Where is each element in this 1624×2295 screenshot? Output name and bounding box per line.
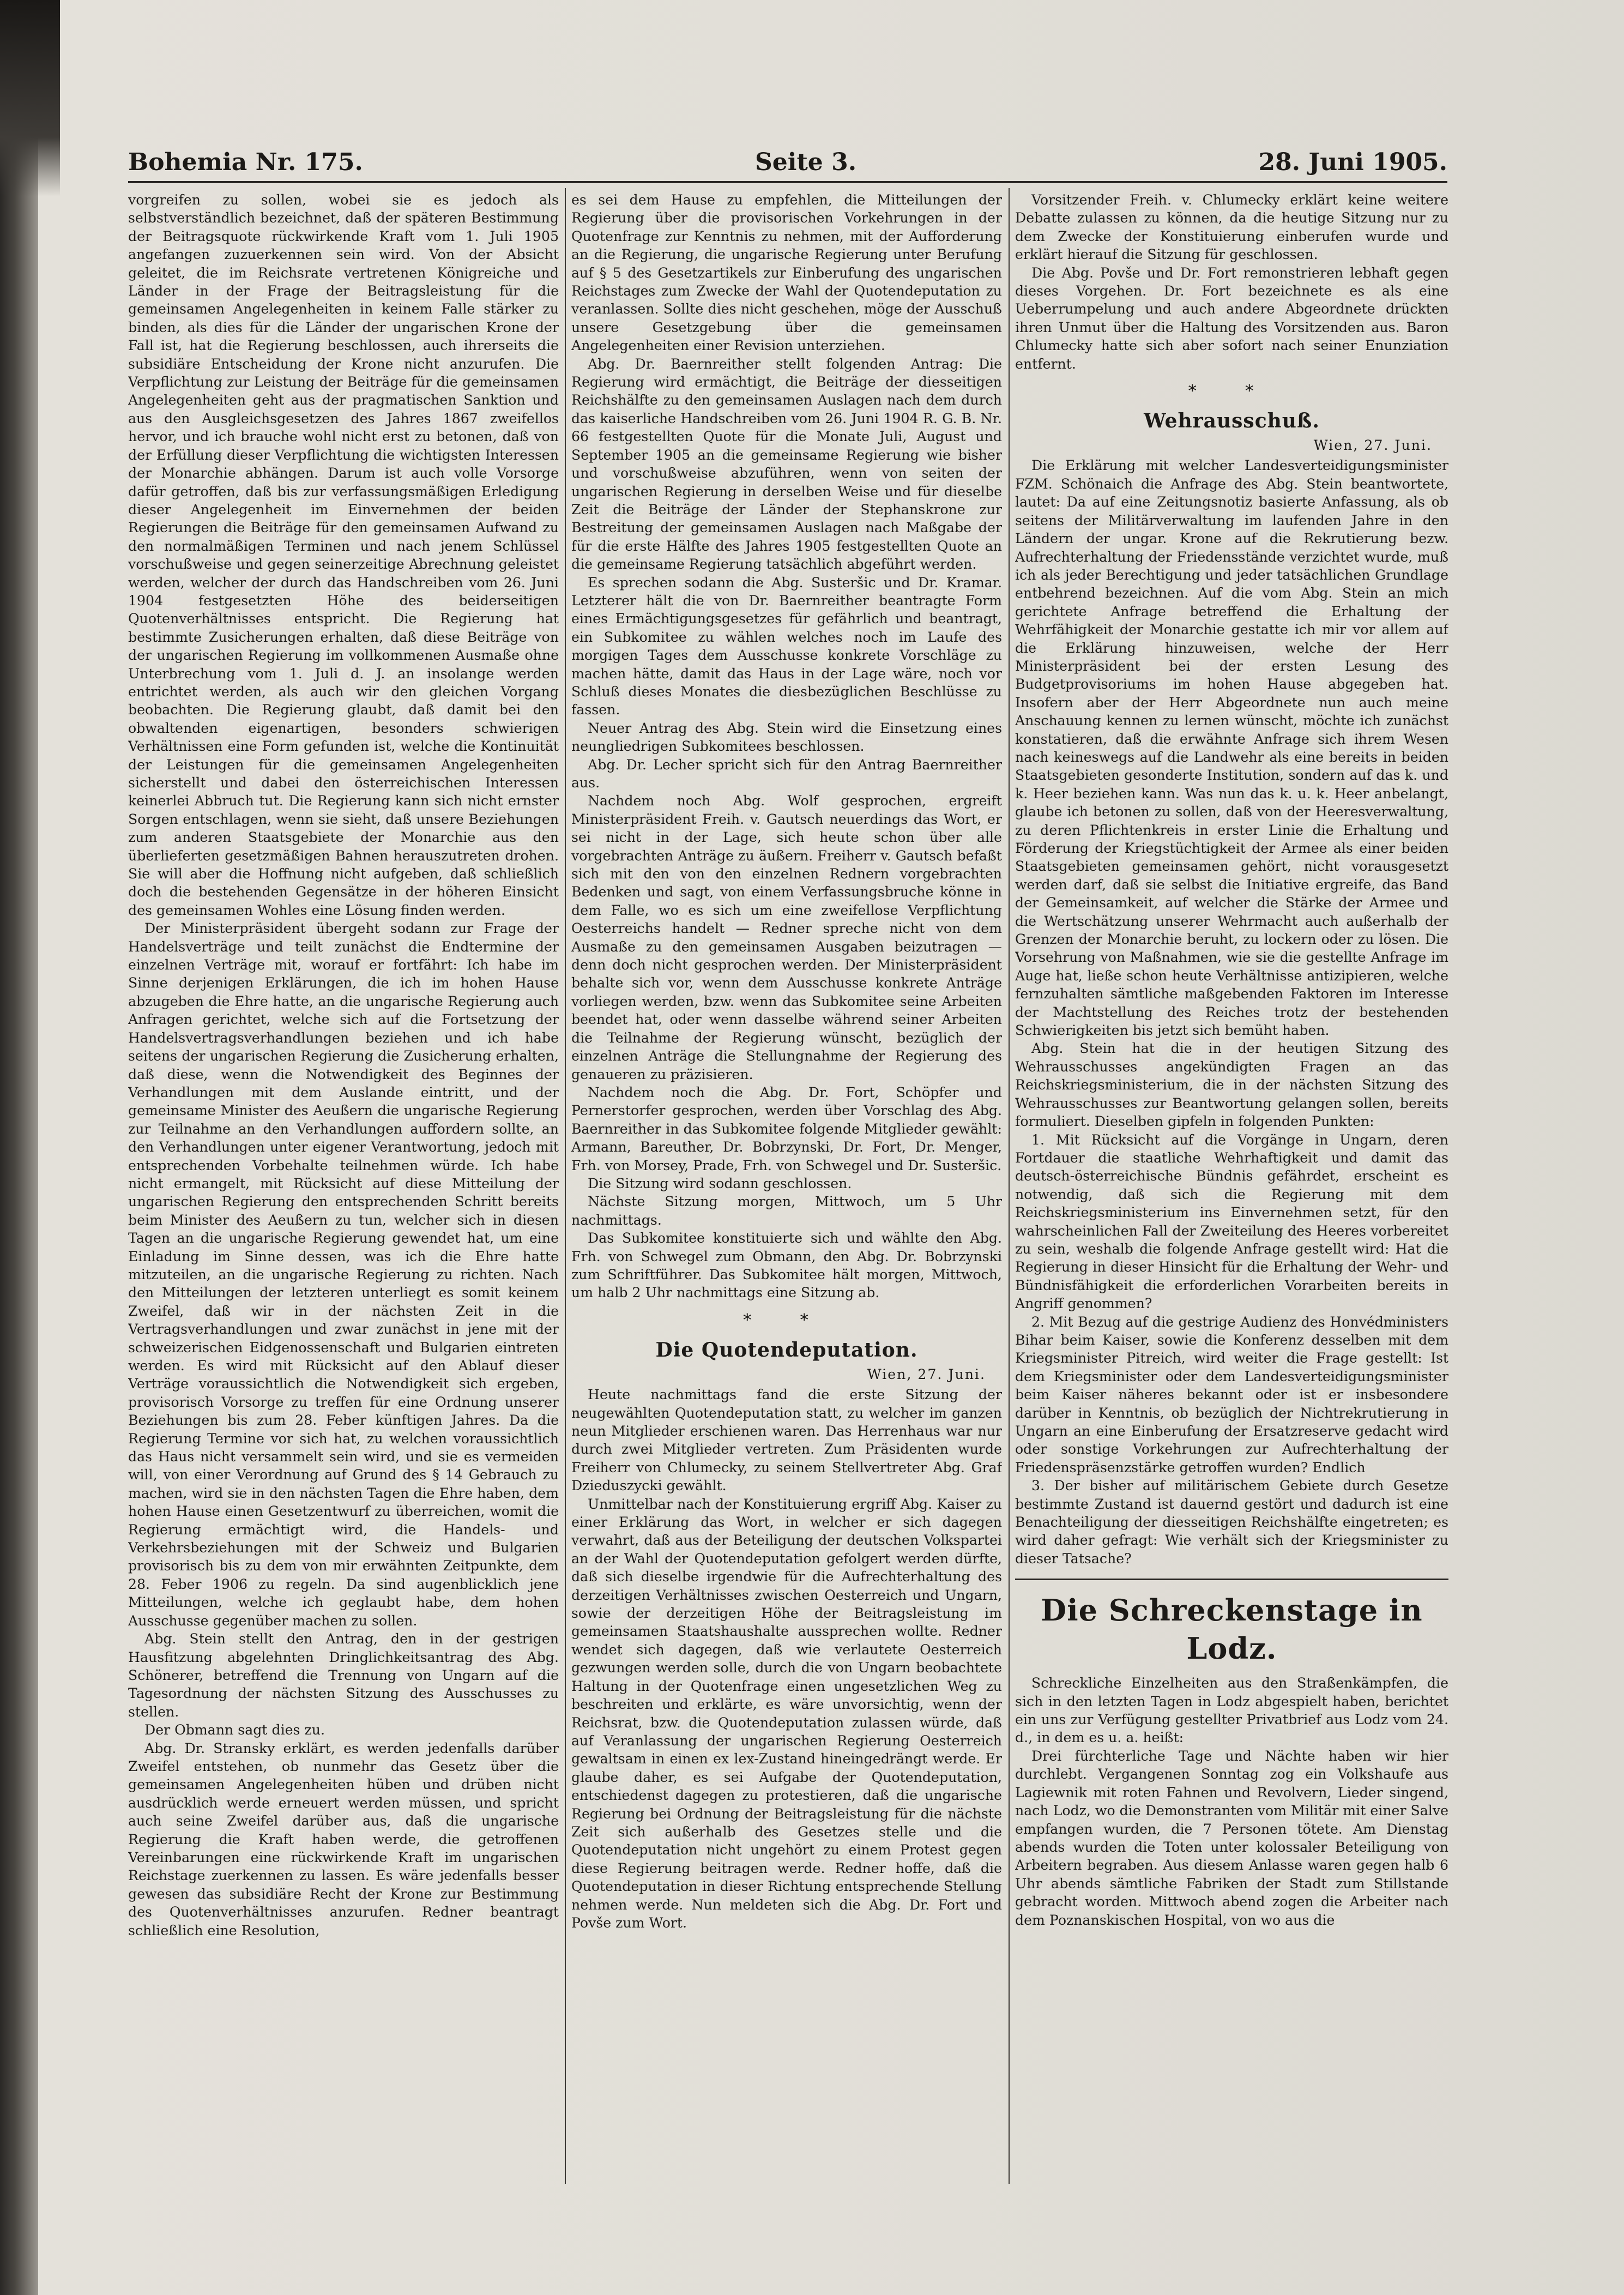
article-paragraph: Die Abg. Povše und Dr. Fort remonstrieren lebhaft gegen dieses Vorgehen. Dr. Fort bezeichnete es als eine Ueberrumpelung und auch andere Abgeordnete drückten ihren Unmut über die Haltung des Vorsitzenden aus. Baron Chlumecky hatte sich aber sofort nach seiner Enunziation entfernt. [1015, 264, 1448, 372]
column-1 [128, 191, 559, 2186]
article-paragraph: Nächste Sitzung morgen, Mittwoch, um 5 Uhr nachmittags. [571, 1194, 1002, 1228]
article-paragraph: Es sprechen sodann die Abg. Susteršic und Dr. Kramar. Letzterer hält die von Dr. Baernreither beantragte Form eines Ermächtigungsgesetzes für gefährlich und beantragt, ein Subkomitee zu wählen welches noch im Laufe des morgigen Tages dem Ausschusse konkrete Vorschläge zu machen hätte, damit das Haus in der Lage wäre, noch vor Schluß dieses Monates die diesbezüglichen Beschlüsse zu fassen. [571, 574, 1002, 718]
article-paragraph: Der Obmann sagt dies zu. [144, 1722, 325, 1738]
article-paragraph: Schreckliche Einzelheiten aus den Straßenkämpfen, die sich in den letzten Tagen in Lodz abgespielt haben, berichtet ein uns zur Verfügung gestellter Privatbrief aus Lodz vom 24. d., in dem es u. a. heißt: [1015, 1675, 1448, 1746]
article-paragraph: Abg. Stein hat die in der heutigen Sitzung des Wehrausschusses angekündigten Fragen an das Reichskriegsministerium, die in der nächsten Sitzung des Wehrausschusses zur Beantwortung gelangen sollen, bereits formuliert. Dieselben gipfeln in folgenden Punkten: [1015, 1040, 1448, 1130]
article-paragraph: es sei dem Hause zu empfehlen, die Mitteilungen der Regierung über die provisorischen Vorkehrungen in der Quotenfrage zur Kenntnis zu nehmen, mit der Aufforderung an die Regierung, die ungarische Regierung unter Berufung auf § 5 des Gesetzartikels zur Einberufung des ungarischen Reichstages zum Zwecke der Wahl der Quotendeputation zu veranlassen. Sollte dies nicht geschehen, möge der Ausschuß unsere Gesetzgebung über die gemeinsamen Angelegenheiten einer Revision unterziehen. [571, 192, 1002, 354]
section-rule [1015, 1579, 1448, 1580]
column-separator [565, 188, 566, 2184]
section-title-lodz: Die Schreckenstage in Lodz. [1041, 1593, 1423, 1666]
binding-spine [0, 0, 38, 2295]
article-paragraph: Das Subkomitee konstituierte sich und wählte den Abg. Frh. von Schwegel zum Obmann, den Abg. Dr. Bobrzynski zum Schriftführer. Das Subkomitee hält morgen, Mittwoch, um halb 2 Uhr nachmittags eine Sitzung ab. [571, 1230, 1002, 1301]
article-paragraph: Unmittelbar nach der Konstituierung ergriff Abg. Kaiser zu einer Erklärung das Wort, in welcher er sich dagegen verwahrt, daß aus der Beteiligung der deutschen Volkspartei an der Wahl der Quotendeputation gefolgert werden dürfte, daß sich dieselbe irgendwie für die Aufrechterhaltung des derzeitigen Verhältnisses zwischen Oesterreich und Ungarn, sowie der derzeitigen Höhe der Beitragsleistung im gemeinsamen Staatshaushalte aussprechen wollte. Redner wendet sich dagegen, daß wie verlautete Oesterreich gezwungen werden solle, durch die von Ungarn beobachtete Haltung in der Quotenfrage einen ungesetzlichen Weg zu beschreiten und erklärte, es wäre unvorsichtig, wenn der Reichsrat, bzw. die Quotendeputation zulassen würde, daß auf Veranlassung der ungarischen Regierung Oesterreich gewaltsam in einen ex lex-Zustand hineingedrängt werde. Er glaube daher, es sei Aufgabe der Quotendeputation, entschiedenst dagegen zu protestieren, daß die ungarische Regierung bei Ordnung der Beitragsleistung für die nächste Zeit sich außerhalb des Gesetzes stelle und die Quotendeputation nicht ungehört zu einem Protest gegen diese Regierung beitragen werde. Redner hoffe, daß die Quotendeputation in dieser Richtung entsprechende Stellung nehmen werde. Nun meldeten sich die Abg. Dr. Fort und Povše zum Wort. [571, 1496, 1002, 1931]
article-paragraph: Neuer Antrag des Abg. Stein wird die Einsetzung eines neungliedrigen Subkomitees beschlossen. [571, 720, 1002, 755]
article-paragraph: Abg. Dr. Stransky erklärt, es werden jedenfalls darüber Zweifel entstehen, ob nunmehr das Gesetz über die gemeinsamen Angelegenheiten hüben und drüben nicht ausdrücklich werde erneuert werden müssen, und spricht auch seine Zweifel darüber aus, daß die ungarische Regierung die Kraft haben werde, die getroffenen Vereinbarungen eine rückwirkende Kraft im ungarischen Reichstage zuerkennen zu lassen. Es wäre jedenfalls besser gewesen das subsidiäre Recht der Krone zur Bestimmung des Quotenverhältnisses anzurufen. Redner beantragt schließlich eine Resolution, [128, 1740, 559, 1938]
article-paragraph: vorgreifen zu sollen, wobei sie es jedoch als selbstverständlich bezeichnet, daß der späteren Bestimmung der Beitragsquote rückwirkende Kraft vom 1. Juli 1905 angefangen zuzuerkennen sein wird. Von der Absicht geleitet, die im Reichsrate vertretenen Königreiche und Länder in der Frage der Beitragsleistung für die gemeinsamen Angelegenheiten in keinem Falle stärker zu binden, als dies für die Länder der ungarischen Krone der Fall ist, hat die Regierung beschlossen, auch ihrerseits die subsidiäre Entscheidung der Krone nicht anzurufen. Die Verpflichtung zur Leistung der Beiträge für die gemeinsamen Angelegenheiten geht aus der pragmatischen Sanktion und aus den Ausgleichsgesetzen des Jahres 1867 zweifellos hervor, und ich brauche wohl nicht erst zu betonen, daß von der Erfüllung dieser Verpflichtung die wichtigsten Interessen der Monarchie abhängen. Darum ist auch volle Vorsorge dafür getroffen, daß bis zur verfassungsmäßigen Erledigung dieser Angelegenheit im Einvernehmen der beiden Regierungen die Beiträge für den gemeinsamen Aufwand zu den normalmäßigen Terminen und nach jenem Schlüssel vorschußweise und gegen seinerzeitige Abrechnung geleistet werden, welcher der durch das Handschreiben vom 26. Juni 1904 festgesetzten Höhe des beiderseitigen Quotenverhältnisses entspricht. Die Regierung hat bestimmte Zusicherungen erhalten, daß diese Beiträge von der ungarischen Regierung im vollkommenen Ausmaße ohne Unterbrechung vom 1. Juli d. J. an insolange werden entrichtet werden, als auch wir den gleichen Vorgang beobachten. Die Regierung glaubt, daß damit bei den obwaltenden eigenartigen, besonders schwierigen Verhältnissen eine Form gefunden ist, welche die Kontinuität der Leistungen für die gemeinsamen Angelegenheiten sicherstellt und dabei den österreichischen Interessen keinerlei Abbruch tut. Die Regierung kann sich nicht ernster Sorgen entschlagen, wenn sie sieht, daß unsere Beziehungen zum anderen Staatsgebiete der Monarchie aus den überlieferten gesetzmäßigen Bahnen herauszutreten drohen. Sie will aber die Hoffnung nicht aufgeben, daß schließlich doch die bestehenden Gegensätze in der höheren Einsicht des gemeinsamen Wohles eine Lösung finden werden. [128, 192, 559, 918]
article-paragraph: Abg. Dr. Baernreither stellt folgenden Antrag: Die Regierung wird ermächtigt, die Beiträge der diesseitigen Reichshälfte zu den gemeinsamen Auslagen nach dem durch das kaiserliche Handschreiben vom 26. Juni 1904 R. G. B. Nr. 66 festgestellten Quote für die Monate Juli, August und September 1905 an die gemeinsame Regierung wie bisher und vorschußweise abzuführen, wenn von seiten der ungarischen Regierung in derselben Weise und für dieselbe Zeit die Beiträge der Länder der Stephanskrone zur Bestreitung der gemeinsamen Auslagen nach Maßgabe der für die erste Hälfte des Jahres 1905 festgestellten Quote an die gemeinsame Regierung tatsächlich abgeführt werden. [571, 356, 1002, 573]
section-title-wehrausschuss: Wehrausschuß. [1144, 409, 1320, 433]
column-3 [1015, 191, 1448, 2186]
article-paragraph: Abg. Dr. Lecher spricht sich für den Antrag Baernreither aus. [571, 756, 1002, 791]
dateline: Wien, 27. Juni. [867, 1366, 986, 1382]
binding-shadow [0, 0, 60, 196]
page-number: Seite 3. [755, 148, 857, 176]
header-rule [128, 181, 1447, 183]
article-paragraph: Nachdem noch Abg. Wolf gesprochen, ergreift Ministerpräsident Freih. v. Gautsch neuerdings das Wort, er sei nicht in der Lage, sich heute schon über alle vorgebrachten Anträge zu äußern. Freiherr v. Gautsch befaßt sich mit den von den einzelnen Rednern vorgebrachten Bedenken und sagt, von einem Verfassungsbruche könne in dem Falle, wo es sich um eine zweifellose Verpflichtung Oesterreichs handelt — Redner spreche nicht von dem Ausmaße zu den gemeinsamen Ausgaben beizutragen — denn doch nicht gesprochen werden. Der Ministerpräsident behalte sich vor, wenn dem Ausschusse konkrete Anträge vorliegen werden, bzw. wenn das Subkomitee seine Arbeiten beendet hat, oder wenn dasselbe während seiner Arbeiten die Teilnahme der Regierung wünscht, bezüglich der einzelnen Anträge die Stellungnahme der Regierung des genaueren zu präzisieren. [571, 793, 1002, 1082]
article-paragraph: Nachdem noch die Abg. Dr. Fort, Schöpfer und Pernerstorfer gesprochen, werden über Vorschlag des Abg. Baernreither in das Subkomitee folgende Mitglieder gewählt: Armann, Bareuther, Dr. Bobrzynski, Dr. Fort, Dr. Menger, Frh. von Morsey, Prade, Frh. von Schwegel und Dr. Susteršic. [571, 1084, 1002, 1173]
article-paragraph: Die Erklärung mit welcher Landesverteidigungsminister FZM. Schönaich die Anfrage des Abg. Stein beantwortete, lautet: Da auf eine Zeitungsnotiz basierte Anfassung, als ob seitens der Militärverwaltung im laufenden Jahre in den Ländern der ungar. Krone auf die Rekrutierung bezw. Aufrechterhaltung der Friedensstände verzichtet wurde, muß ich als jeder Berechtigung und jeder tatsächlichen Grundlage entbehrend bezeichnen. Auf die vom Abg. Stein an mich gerichtete Anfrage betreffend die Erhaltung der Wehrfähigkeit der Monarchie gestatte ich mir vor allem auf die Erklärung hinzuweisen, welche der Herr Ministerpräsident bei der ersten Lesung des Budgetprovisoriums im hohen Hause abgegeben hat. Insofern aber der Herr Abgeordnete nun auch meine Anschauung kennen zu lernen wünscht, möchte ich zunächst konstatieren, daß die erwähnte Anfrage sich ihrem Wesen nach keineswegs auf die Landwehr als eine bereits in beiden Staatsgebieten gesonderte Institution, sondern auf das k. und k. Heer beziehen kann. Was nun das k. u. k. Heer anbelangt, glaube ich betonen zu sollen, daß von der Heeresverwaltung, zu deren Pflichtenkreis in erster Linie die Erhaltung und Förderung der Kriegstüchtigkeit der Armee als einer beiden Staatsgebieten gemeinsamen gehört, nicht vorausgesetzt werden darf, daß sie selbst die Initiative ergreife, das Band der Gemeinsamkeit, auf welcher die Stärke der Armee und die Wertschätzung unserer Wehrmacht auch außerhalb der Grenzen der Monarchie beruht, zu lockern oder zu lösen. Die Vorsehrung von Maßnahmen, wie sie die gestellte Anfrage im Auge hat, ließe schon heute Verhältnisse antizipieren, welche fernzuhalten sämtliche maßgebenden Faktoren im Interesse der Machtstellung des Reiches trotz der bestehenden Schwierigkeiten bis jetzt sich bemüht haben. [1015, 457, 1448, 1039]
section-divider-stars: * * [1188, 382, 1276, 401]
article-paragraph: 1. Mit Rücksicht auf die Vorgänge in Ungarn, deren Fortdauer die staatliche Wehrhaftigkeit und damit das deutsch-österreichische Bündnis gefährdet, erscheint es notwendig, daß sich die Regierung mit dem Reichskriegsministerium ins Einvernehmen setzt, für den wahrscheinlichen Fall der Zweiteilung des Heeres vorbereitet zu sein, weshalb die folgende Anfrage gestellt wird: Hat die Regierung in dieser Hinsicht für die Erhaltung der Wehr- und Bündnisfähigkeit die erforderlichen Vorarbeiten bereits in Angriff genommen? [1015, 1131, 1448, 1312]
section-divider-stars: * * [743, 1310, 830, 1330]
section-title-quotendeputation: Die Quotendeputation. [655, 1338, 918, 1362]
article-paragraph: Drei fürchterliche Tage und Nächte haben wir hier durchlebt. Vergangenen Sonntag zog ein Volkshaufe aus Lagiewnik mit roten Fahnen und Revolvern, Lieder singend, nach Lodz, wo die Demonstranten vom Militär mit einer Salve empfangen wurden, die 7 Personen tötete. Am Dienstag abends wurden die Toten unter kolossaler Beteiligung von Arbeitern begraben. Aus diesem Anlasse waren gegen halb 6 Uhr abends sämtliche Fabriken der Stadt zum Stillstande gebracht worden. Mittwoch abend zogen die Arbeiter nach dem Poznanskischen Hospital, von wo aus die [1015, 1748, 1448, 1928]
article-paragraph: Heute nachmittags fand die erste Sitzung der neugewählten Quotendeputation statt, zu welcher im ganzen neun Mitglieder erschienen waren. Das Herrenhaus war nur durch zwei Mitglieder vertreten. Zum Präsidenten wurde Freiherr von Chlumecky, zu seinem Stellvertreter Abg. Graf Dzieduszycki gewählt. [571, 1387, 1002, 1494]
article-paragraph: Vorsitzender Freih. v. Chlumecky erklärt keine weitere Debatte zulassen zu können, da die heutige Sitzung nur zu dem Zwecke der Konstituierung einberufen wurde und erklärt hierauf die Sitzung für geschlossen. [1015, 192, 1448, 263]
article-paragraph: Die Sitzung wird sodann geschlossen. [588, 1175, 852, 1191]
article-paragraph: Der Ministerpräsident übergeht sodann zur Frage der Handelsverträge und teilt zunächst die Endtermine der einzelnen Verträge mit, worauf er fortfährt: Ich habe im Sinne derjenigen Erklärungen, die ich im hohen Hause abzugeben die Ehre hatte, an die ungarische Regierung auch Anfragen gerichtet, welche sich auf die Fortsetzung der Handelsvertragsverhandlungen beziehen und ich habe seitens der ungarischen Regierung die Zusicherung erhalten, daß diese, wenn die Notwendigkeit des Beginnes der Verhandlungen mit dem Auslande eintritt, und der gemeinsame Minister des Aeußern die ungarische Regierung zur Teilnahme an den Verhandlungen auffordern sollte, an den Verhandlungen unter eigener Verantwortung, jedoch mit entsprechenden Vorbehalte teilnehmen würde. Ich habe nicht ermangelt, mit Rücksicht auf diese Mitteilung der ungarischen Regierung den entsprechenden Schritt bereits beim Minister des Aeußern zu tun, welcher sich in diesen Tagen an die ungarische Regierung gewendet hat, um eine Einladung im Sinne dessen, was ich die Ehre hatte mitzuteilen, an die ungarische Regierung zu richten. Nach den Mitteilungen der letzteren unterliegt es somit keinem Zweifel, daß wir in der nächsten Zeit in die Vertragsverhandlungen und zwar zunächst in jene mit der schweizerischen Eidgenossenschaft und Bulgarien eintreten werden. Es wird mit Rücksicht auf den Ablauf dieser Verträge voraussichtlich die Notwendigkeit sich ergeben, provisorisch Vorsorge zu treffen für eine Ordnung unserer Beziehungen bis zum 28. Feber künftigen Jahres. Da die Regierung Termine vor sich hat, zu welchen voraussichtlich das Haus nicht versammelt sein wird, und sie es vermeiden will, von einer Verordnung auf Grund des § 14 Gebrauch zu machen, wird sie in den nächsten Tagen die Ehre haben, dem hohen Hause einen Gesetzentwurf zu überreichen, womit die Regierung ermächtigt wird, die Handels- und Verkehrsbeziehungen mit der Schweiz und Bulgarien provisorisch bis zu dem von mir erwähnten Zeitpunkte, dem 28. Feber 1906 zu regeln. Da sind augenblicklich jene Mitteilungen, welche ich geglaubt habe, dem hohen Ausschusse gegenüber machen zu sollen. [128, 920, 559, 1629]
dateline: Wien, 27. Juni. [1313, 437, 1432, 454]
column-separator [1009, 188, 1010, 2184]
article-paragraph: Abg. Stein stellt den Antrag, den in der gestrigen Hausfitzung abgelehnten Dringlichkeitsantrag des Abg. Schönerer, betreffend die Trennung von Ungarn auf die Tagesordnung der nächsten Sitzung des Ausschusses zu stellen. [128, 1631, 559, 1720]
page-header [128, 143, 1447, 186]
masthead-issue: Bohemia Nr. 175. [128, 148, 363, 176]
issue-date: 28. Juni 1905. [1258, 148, 1447, 176]
article-paragraph: 3. Der bisher auf militärischem Gebiete durch Gesetze bestimmte Zustand ist dauernd gestört und dadurch ist eine Benachteiligung der diesseitigen Reichshälfte eingetreten; es wird daher gefragt: Wie verhält sich der Kriegsminister zu dieser Tatsache? [1015, 1478, 1448, 1567]
article-paragraph: 2. Mit Bezug auf die gestrige Audienz des Honvédministers Bihar beim Kaiser, sowie die Konferenz desselben mit dem Kriegsminister Pitreich, wird weiter die Frage gestellt: Ist dem Kriegsminister oder dem Landesverteidigungsminister beim Kaiser näheres bekannt oder ist er insbesondere darüber in Kenntnis, ob bezüglich der Nichtrekrutierung in Ungarn an eine Einberufung der Ersatzreserve gedacht wird oder sonstige Vorkehrungen zur Aufrechterhaltung der Friedenspräsenzstärke getroffen wurden? Endlich [1015, 1314, 1448, 1475]
column-2 [571, 191, 1002, 2186]
